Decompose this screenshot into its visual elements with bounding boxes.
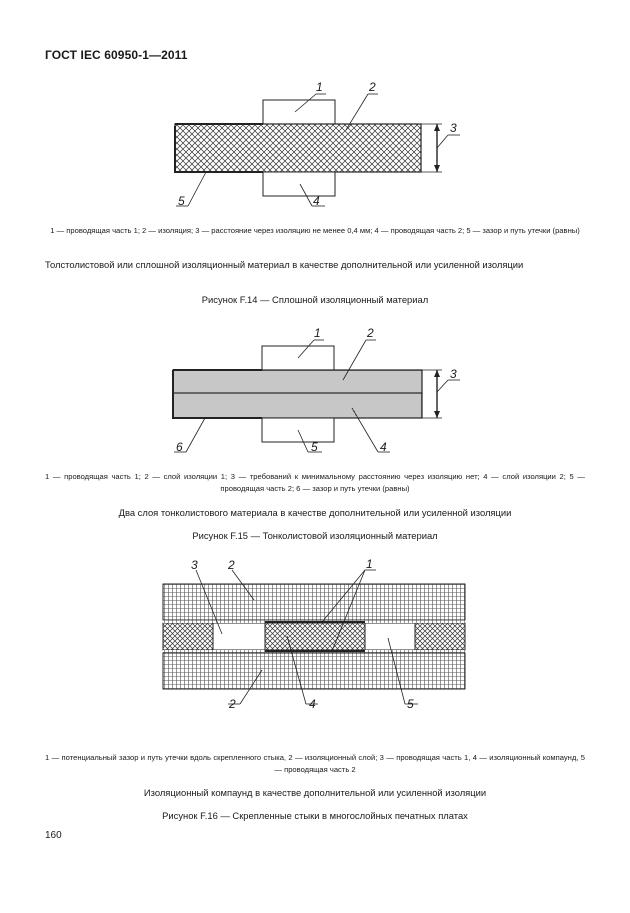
conductive-part-1 [213,623,265,650]
insulation-layer-2 [173,393,422,418]
label-6: 6 [176,440,183,454]
figure-f14-text: Толстолистовой или сплошной изоляционный материал в качестве дополнительной или усиленной изоляции [45,259,524,270]
figure-f16-text: Изоляционный компаунд в качестве дополнительной или усиленной изоляции [143,787,487,798]
figure-f16-caption: Рисунок F.16 — Скрепленные стыки в многослойных печатных платах [162,810,468,821]
insulating-layer-bottom [163,653,465,689]
insulating-compound [265,623,365,650]
label-4: 4 [380,440,387,454]
label-2-top: 2 [228,558,235,572]
figure-f15-caption: Рисунок F.15 — Тонколистовой изоляционный материал [192,530,438,541]
label-4: 4 [313,194,320,208]
label-4: 4 [309,697,316,711]
label-3: 3 [191,558,198,572]
label-5: 5 [178,194,185,208]
label-2: 2 [369,80,376,94]
compound-right [415,623,465,650]
figure-f15-legend: 1 — проводящая часть 1; 2 — слой изоляции 1; 3 — требований к минимальному расстоянию через изоляцию нет; 4 — слой изоляции 2; 5 — проводящая часть 2; 6 — зазор и путь утечки (равны) [45,472,585,493]
insulation-block [175,124,421,172]
label-3: 3 [450,121,457,135]
page-number: 160 [45,830,62,841]
insulating-layer-top [163,584,465,620]
figure-f16-legend: 1 — потенциальный зазор и путь утечки вдоль скрепленного стыка, 2 — изоляционный слой; 3 — проводящая часть 1, 4 — изоляционный компаунд, 5 — проводящая часть 2 [45,753,585,774]
label-1: 1 [316,80,323,94]
figure-f15-diagram [0,322,630,462]
label-2: 2 [367,326,374,340]
label-1: 1 [314,326,321,340]
label-5: 5 [311,440,318,454]
label-1: 1 [366,557,373,571]
figure-f14-legend: 1 — проводящая часть 1; 2 — изоляция; 3 — расстояние через изоляцию не менее 0,4 мм; 4 — проводящая часть 2; 5 — зазор и путь утечки (равны) [50,226,580,235]
figure-f15-text: Два слоя тонколистового материала в качестве дополнительной или усиленной изоляции [118,507,512,518]
label-3: 3 [450,367,457,381]
insulation-layer-1 [173,370,422,393]
label-2-bottom: 2 [229,697,236,711]
standard-header: ГОСТ IEC 60950-1—2011 [45,48,188,62]
compound-left [163,623,213,650]
conductive-part-1 [263,100,335,124]
conductive-part-2 [263,172,335,196]
figure-f16-diagram [0,556,630,716]
label-5: 5 [407,697,414,711]
figure-f14-diagram [0,80,630,215]
figure-f14-caption: Рисунок F.14 — Сплошной изоляционный материал [201,294,429,305]
